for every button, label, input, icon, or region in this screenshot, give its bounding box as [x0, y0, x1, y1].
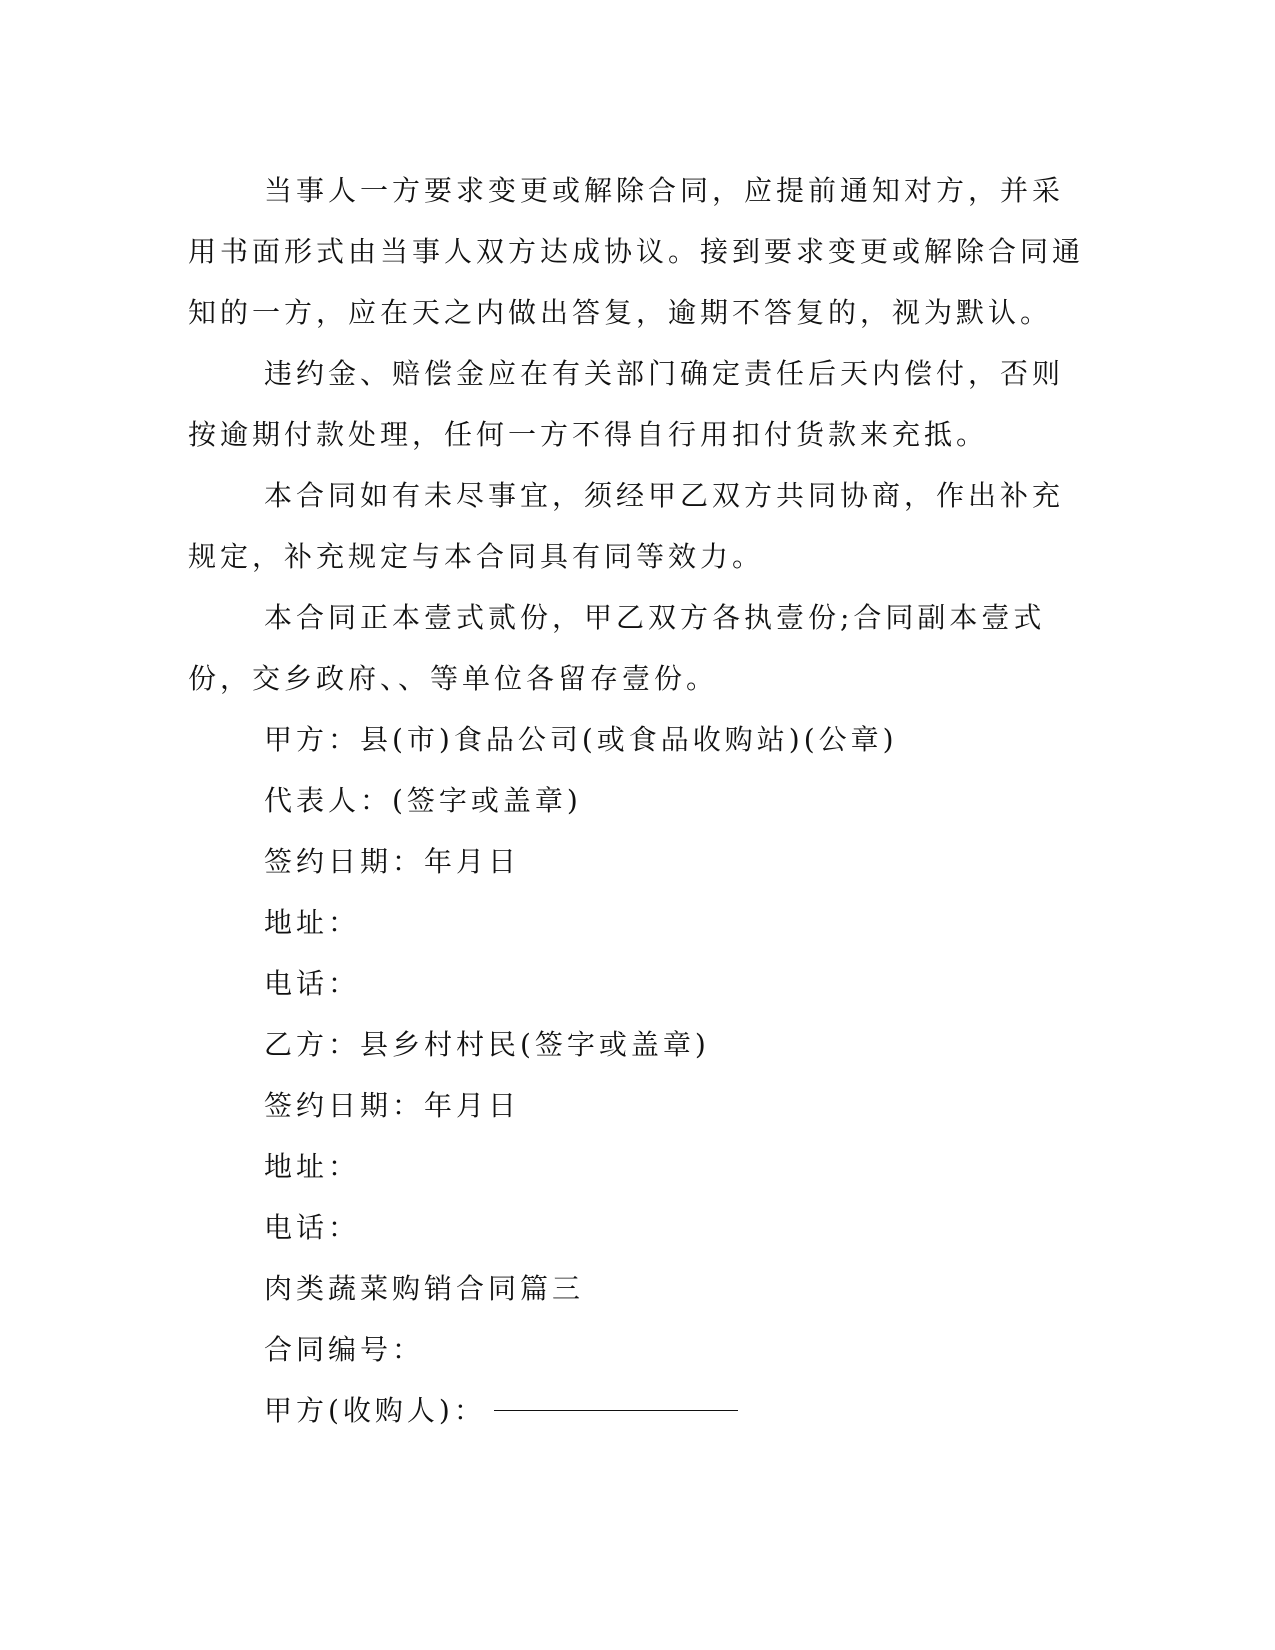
party-a-sign-date: 签约日期：年月日 — [264, 845, 521, 878]
party-b-phone: 电话： — [264, 1211, 361, 1244]
party-a-representative: 代表人：(签字或盖章) — [264, 784, 582, 817]
party-a-phone: 电话： — [264, 967, 361, 1000]
party-a-address: 地址： — [264, 906, 361, 939]
section-title: 肉类蔬菜购销合同篇三 — [264, 1272, 585, 1305]
paragraph-copies: 本合同正本壹式贰份，甲乙双方各执壹份;合同副本壹式份，交乡政府、、等单位各留存壹份。 — [188, 601, 1046, 695]
party-b-name: 乙方：县乡村村民(签字或盖章) — [264, 1028, 710, 1061]
paragraph-penalty: 违约金、赔偿金应在有关部门确定责任后天内偿付，否则按逾期付款处理，任何一方不得自行用扣付货款来充抵。 — [188, 357, 1065, 451]
party-a-name: 甲方：县(市)食品公司(或食品收购站)(公章) — [264, 723, 898, 756]
buyer-line — [188, 1380, 1088, 1441]
party-b-sign-date: 签约日期：年月日 — [264, 1089, 521, 1122]
party-b-address: 地址： — [264, 1150, 361, 1183]
paragraph-supplement: 本合同如有未尽事宜，须经甲乙双方共同协商，作出补充规定，补充规定与本合同具有同等效力。 — [188, 479, 1065, 573]
contract-number: 合同编号： — [264, 1333, 425, 1366]
buyer-blank-underline — [494, 1380, 738, 1411]
buyer-label: 甲方(收购人)： — [264, 1394, 486, 1427]
document-page — [188, 160, 1088, 1441]
paragraph-contract-change: 当事人一方要求变更或解除合同，应提前通知对方，并采用书面形式由当事人双方达成协议。接到要求变更或解除合同通知的一方，应在天之内做出答复，逾期不答复的，视为默认。 — [188, 174, 1085, 329]
